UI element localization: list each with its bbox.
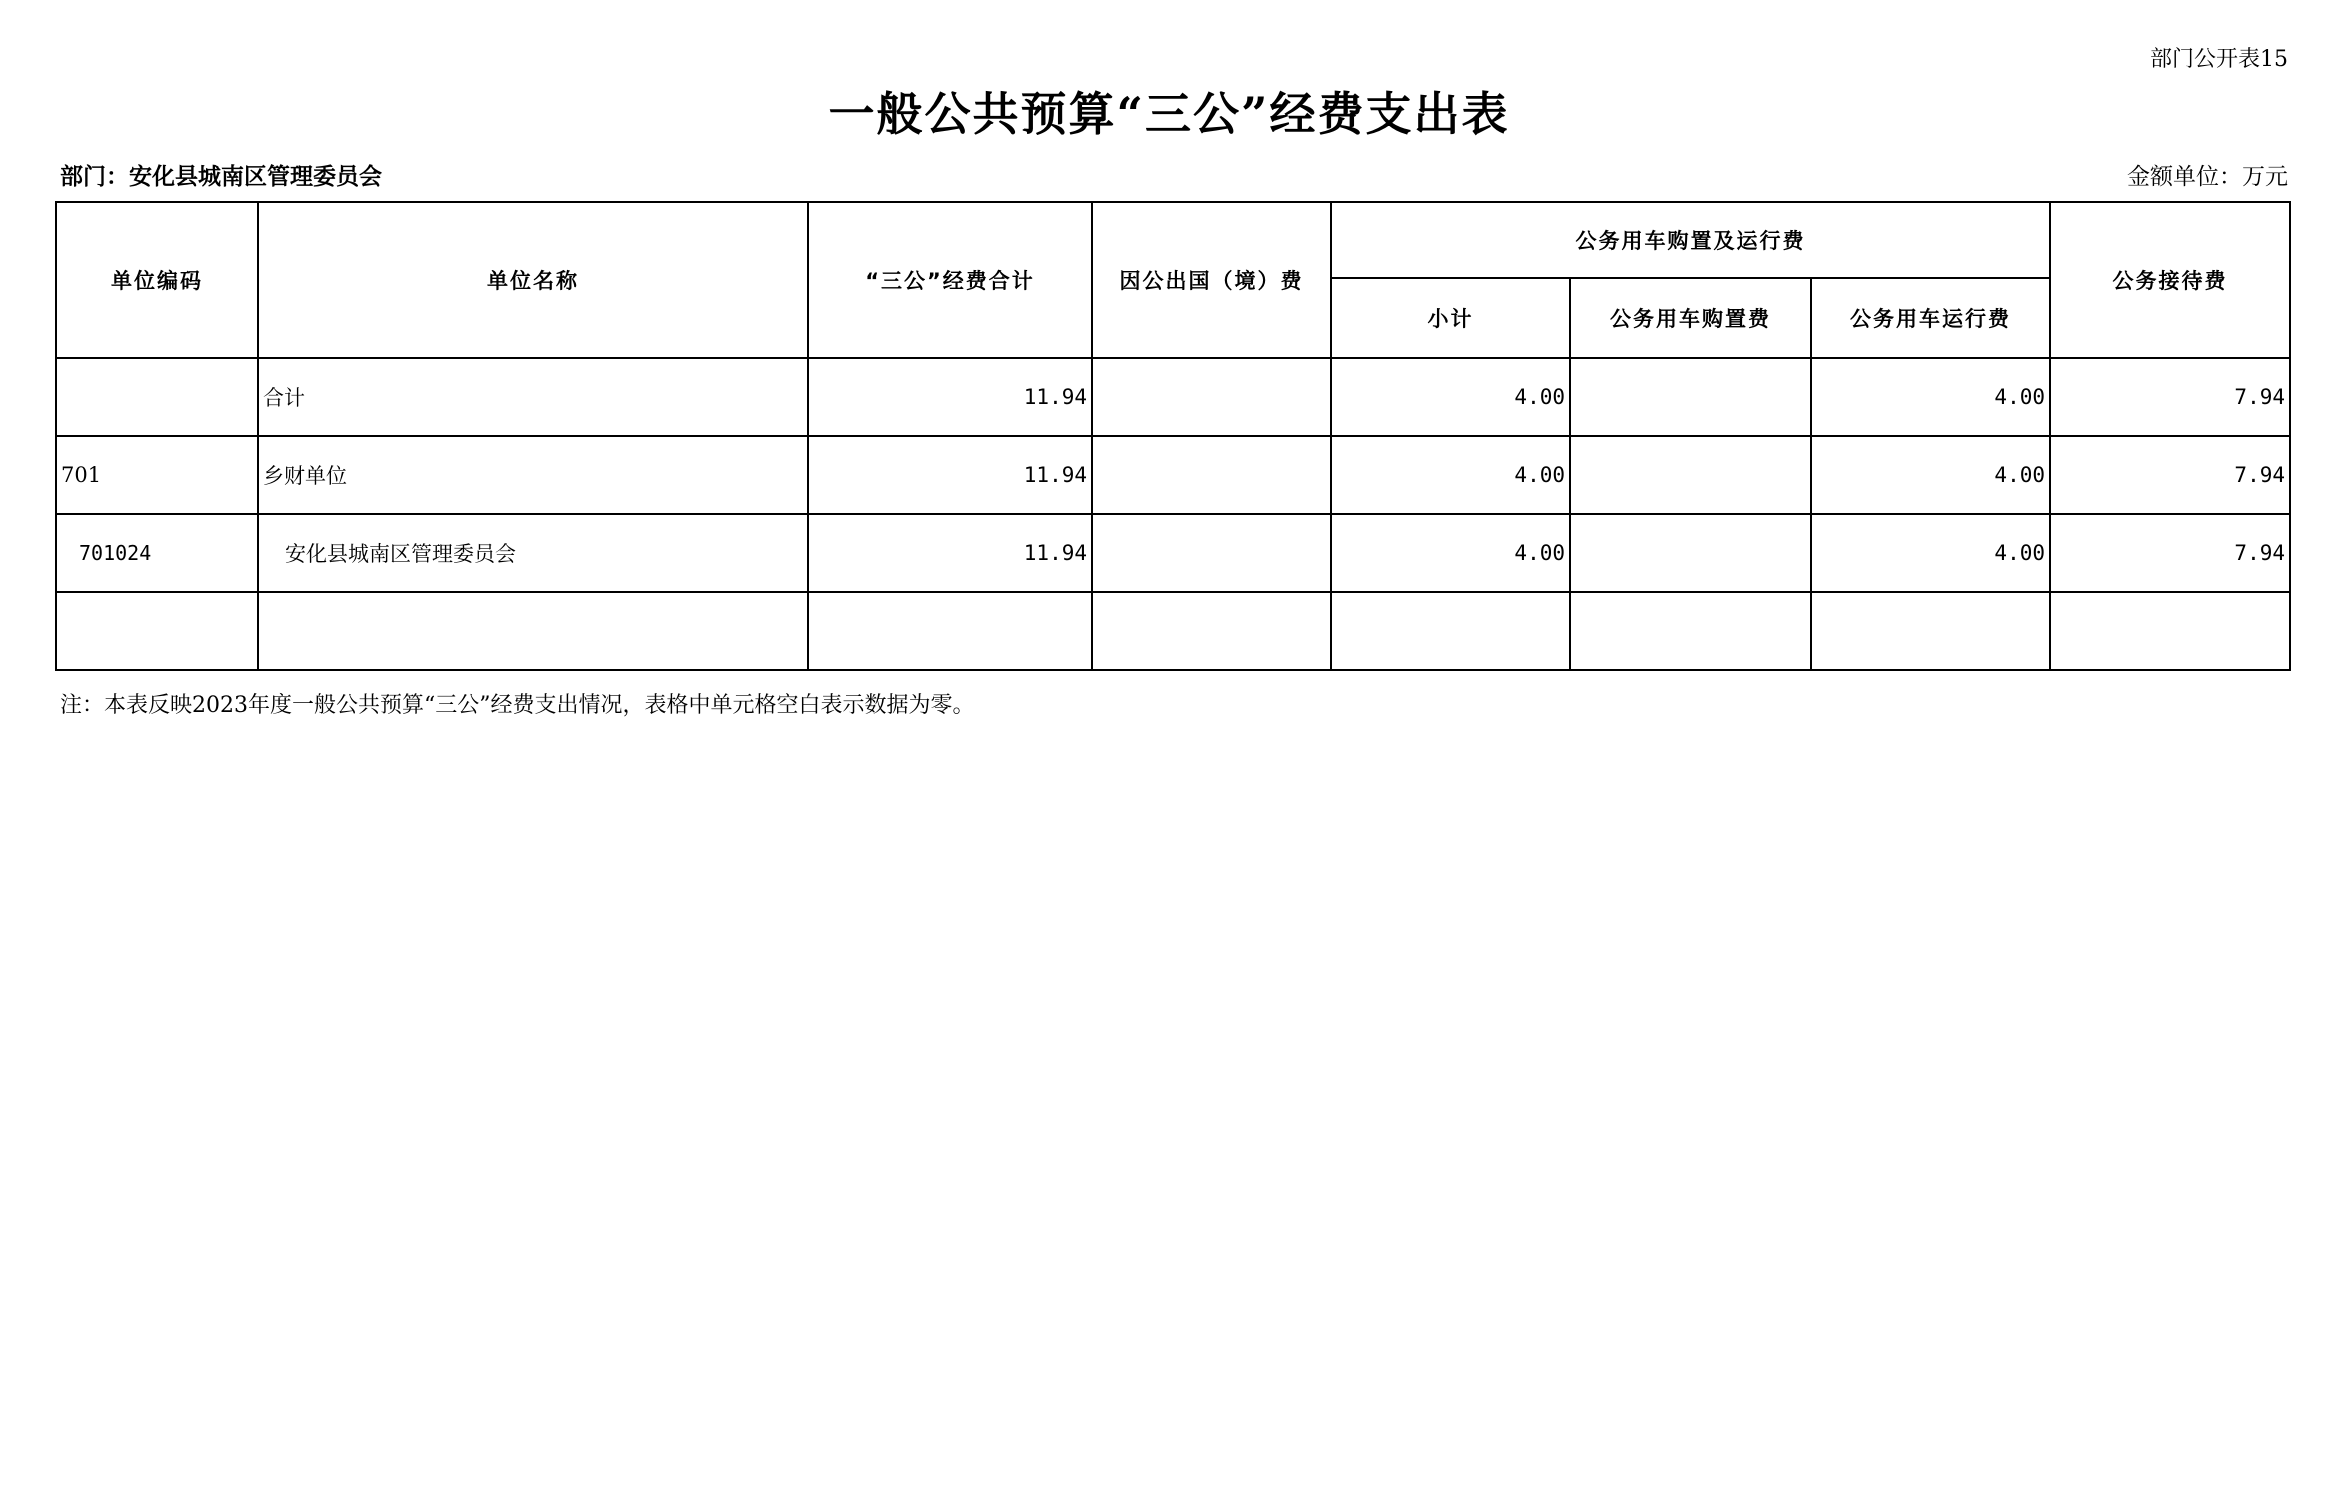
cell-abroad [1092, 358, 1331, 436]
col-header-car-group: 公务用车购置及运行费 [1331, 202, 2050, 278]
cell-car-purchase [1570, 358, 1811, 436]
cell-total: 11.94 [808, 436, 1092, 514]
cell-abroad [1092, 436, 1331, 514]
cell-car-subtotal: 4.00 [1331, 436, 1570, 514]
cell-car-operation: 4.00 [1811, 358, 2050, 436]
cell-car-subtotal [1331, 592, 1570, 670]
cell-car-subtotal: 4.00 [1331, 514, 1570, 592]
col-header-car-operation: 公务用车运行费 [1811, 278, 2050, 358]
table-note: 注：本表反映2023年度一般公共预算“三公”经费支出情况，表格中单元格空白表示数据为零。 [60, 693, 975, 718]
page-title: 一般公共预算“三公”经费支出表 [828, 87, 1510, 141]
table-row [56, 358, 2290, 436]
form-number: 部门公开表15 [2150, 47, 2288, 72]
cell-reception: 7.94 [2050, 358, 2290, 436]
cell-total [808, 592, 1092, 670]
cell-reception: 7.94 [2050, 436, 2290, 514]
col-header-car-purchase: 公务用车购置费 [1570, 278, 1811, 358]
table-row [56, 592, 2290, 670]
cell-abroad [1092, 514, 1331, 592]
expense-table [55, 201, 2291, 671]
col-header-total: “三公”经费合计 [808, 202, 1092, 358]
col-header-code: 单位编码 [56, 202, 258, 358]
department-label: 部门：安化县城南区管理委员会 [60, 163, 382, 190]
cell-car-operation: 4.00 [1811, 436, 2050, 514]
cell-name: 乡财单位 [258, 436, 808, 514]
cell-name: 合计 [258, 358, 808, 436]
cell-code: 701024 [56, 514, 258, 592]
cell-abroad [1092, 592, 1331, 670]
table-header-row [56, 202, 2290, 278]
cell-name [258, 592, 808, 670]
cell-car-purchase [1570, 436, 1811, 514]
cell-car-purchase [1570, 592, 1811, 670]
cell-name: 安化县城南区管理委员会 [258, 514, 808, 592]
col-header-name: 单位名称 [258, 202, 808, 358]
cell-total: 11.94 [808, 514, 1092, 592]
table-row [56, 514, 2290, 592]
col-header-reception: 公务接待费 [2050, 202, 2290, 358]
table-row [56, 436, 2290, 514]
col-header-abroad: 因公出国（境）费 [1092, 202, 1331, 358]
cell-code [56, 592, 258, 670]
cell-car-operation [1811, 592, 2050, 670]
cell-car-operation: 4.00 [1811, 514, 2050, 592]
amount-unit-label: 金额单位：万元 [2127, 164, 2288, 190]
cell-reception [2050, 592, 2290, 670]
cell-reception: 7.94 [2050, 514, 2290, 592]
cell-car-subtotal: 4.00 [1331, 358, 1570, 436]
cell-car-purchase [1570, 514, 1811, 592]
cell-total: 11.94 [808, 358, 1092, 436]
cell-code: 701 [56, 436, 258, 514]
col-header-car-subtotal: 小计 [1331, 278, 1570, 358]
cell-code [56, 358, 258, 436]
